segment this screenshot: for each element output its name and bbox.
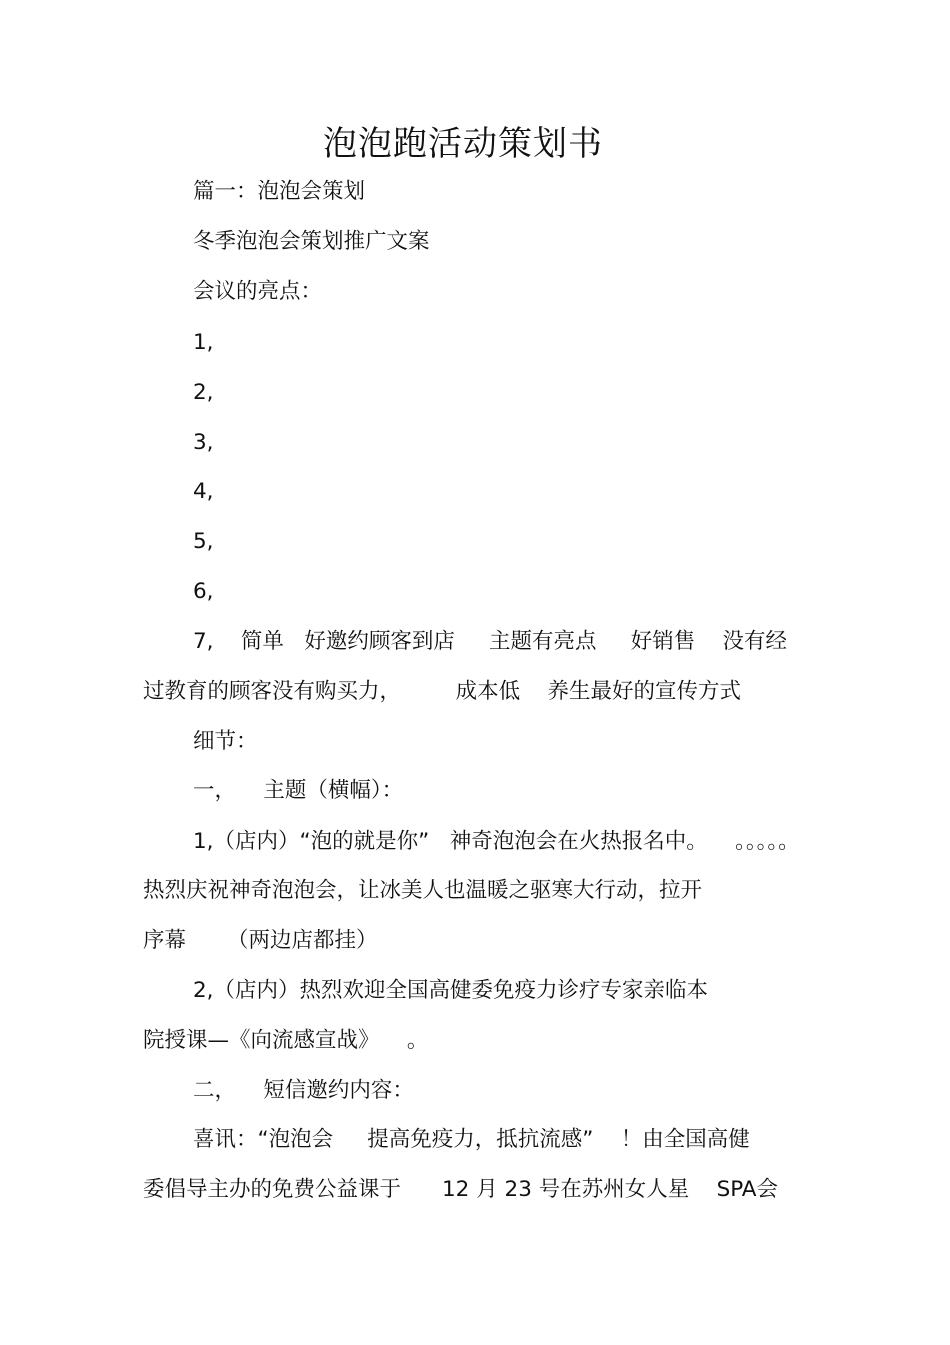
paragraph-line: 篇一：泡泡会策划 bbox=[193, 179, 366, 204]
paragraph-line: 院授课—《向流感宣战》 。 bbox=[143, 1028, 429, 1053]
paragraph-line: 序幕 （两边店都挂） bbox=[143, 928, 378, 953]
paragraph-line: 1,（店内）“泡的就是你” 神奇泡泡会在火热报名中。 。。。。。 bbox=[193, 829, 800, 854]
paragraph-line: 会议的亮点： bbox=[193, 279, 323, 304]
paragraph-line: 委倡导主办的免费公益课于 12 月 23 号在苏州女人星 SPA会 bbox=[143, 1177, 779, 1202]
list-item: 4, bbox=[193, 479, 214, 504]
paragraph-line: 喜讯：“泡泡会 提高免疫力，抵抗流感” ！由全国高健 bbox=[193, 1127, 750, 1152]
section-heading: 细节： bbox=[193, 729, 258, 754]
paragraph-line: 热烈庆祝神奇泡泡会，让冰美人也温暖之驱寒大行动，拉开 bbox=[143, 878, 703, 903]
document-title: 泡泡跑活动策划书 bbox=[323, 124, 603, 164]
list-item: 2, bbox=[193, 380, 214, 405]
list-item: 6, bbox=[193, 579, 214, 604]
section-heading: 二， 短信邀约内容： bbox=[193, 1078, 414, 1103]
list-item: 7, 简单 好邀约顾客到店 主题有亮点 好销售 没有经 bbox=[193, 629, 788, 654]
paragraph-line: 2,（店内）热烈欢迎全国高健委免疫力诊疗专家亲临本 bbox=[193, 978, 709, 1003]
list-item: 3, bbox=[193, 430, 214, 455]
section-heading: 一， 主题（横幅）： bbox=[193, 778, 404, 803]
list-item: 1, bbox=[193, 330, 214, 355]
paragraph-line: 冬季泡泡会策划推广文案 bbox=[193, 229, 430, 254]
paragraph-line: 过教育的顾客没有购买力， 成本低 养生最好的宣传方式 bbox=[143, 679, 742, 704]
list-item: 5, bbox=[193, 529, 214, 554]
